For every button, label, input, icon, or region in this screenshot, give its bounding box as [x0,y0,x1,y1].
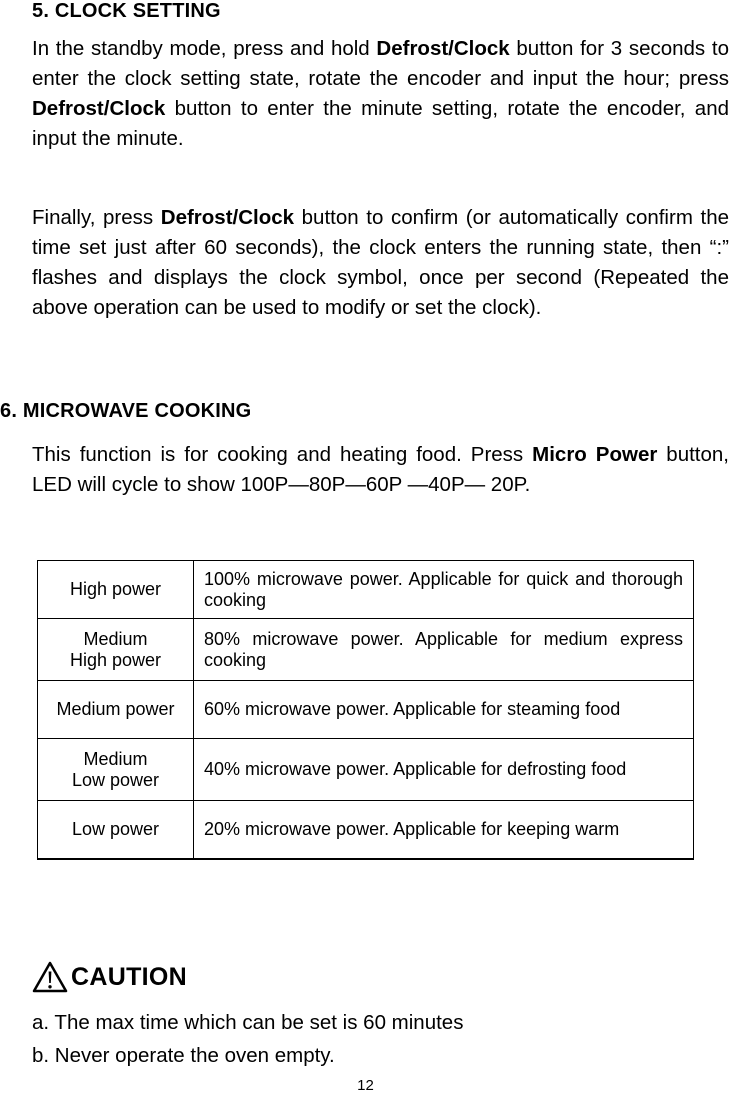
caution-item-b: b. Never operate the oven empty. [32,1044,335,1067]
power-level-cell: Medium Low power [38,739,194,801]
clock-setting-paragraph-2: Finally, press Defrost/Clock button to confirm (or automatically confirm the time set just after 60 seconds), the clock enters the running state, then “:” flashes and displays the clock symbol, once per second (Repeated the above operation can be used to modify or set the clock). [32,206,730,319]
power-description-cell: 60% microwave power. Applicable for steaming food [194,681,694,739]
microwave-cooking-paragraph: This function is for cooking and heating food. Press Micro Power button, LED will cycle to show 100P—80P—60P —40P— 20P. [32,443,729,496]
page-number: 12 [357,1077,374,1094]
caution-heading [32,960,187,994]
power-description-cell: 20% microwave power. Applicable for keeping warm [194,801,694,859]
power-description-cell: 80% microwave power. Applicable for medium express cooking [194,619,694,681]
power-level-cell: Low power [38,801,194,859]
caution-item-a: a. The max time which can be set is 60 minutes [32,1011,464,1034]
table-row [38,561,694,619]
warning-triangle-icon [32,961,68,993]
table-row [38,801,694,859]
table-row [38,681,694,739]
power-level-cell: Medium High power [38,619,194,681]
caution-title: CAUTION [71,962,187,991]
clock-setting-paragraph-1: In the standby mode, press and hold Defrost/Clock button for 3 seconds to enter the clock setting state, rotate the encoder and input the hour; press Defrost/Clock button to enter the minute setting, rotate the encoder, and input the minute. [32,37,729,150]
power-level-cell: High power [38,561,194,619]
clock-setting-heading: 5. CLOCK SETTING [32,0,221,22]
power-level-cell: Medium power [38,681,194,739]
power-description-cell: 40% microwave power. Applicable for defrosting food [194,739,694,801]
table-row [38,739,694,801]
microwave-cooking-heading: 6. MICROWAVE COOKING [0,400,252,422]
table-row [38,619,694,681]
power-level-table [37,560,694,860]
power-description-cell: 100% microwave power. Applicable for quick and thorough cooking [194,561,694,619]
